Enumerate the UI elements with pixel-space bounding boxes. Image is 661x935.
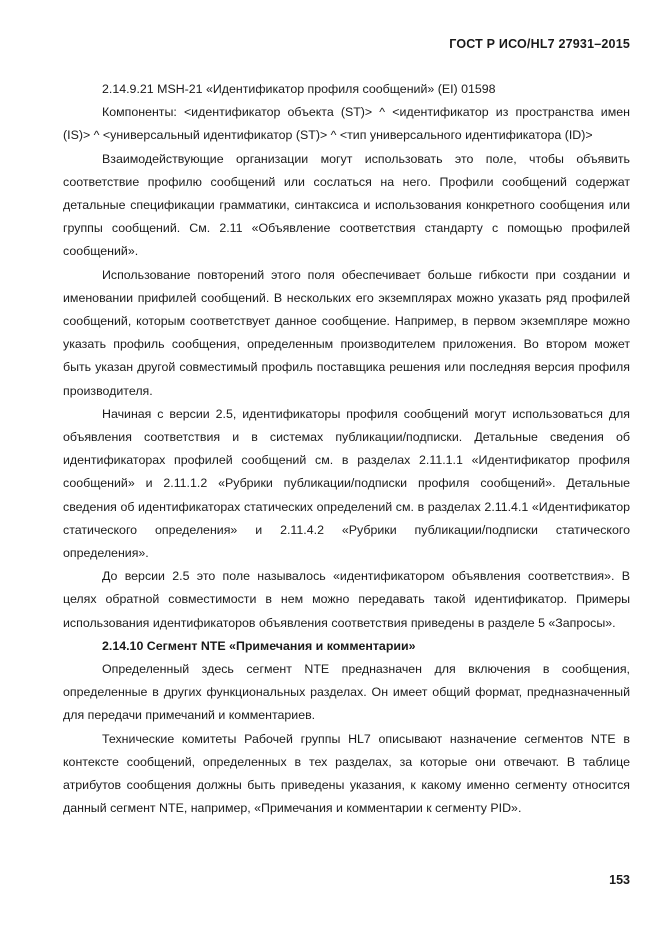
section-heading-nte: 2.14.10 Сегмент NTE «Примечания и комментарии» [102,638,416,653]
repetitions-paragraph: Использование повторений этого поля обеспечивает больше гибкости при создании и именовании прифилей сообщений. В нескольких его экземплярах можно указать ряд профилей сообщений, которым соответствует данное сообщение. Например, в первом экземпляре можно указать профиль сообщения, определенным производителем приложения. Во втором может быть указан другой совместимый профиль поставщика решения или последняя версия профиля производителя. [63,267,630,398]
components-paragraph: Компоненты: <идентификатор объекта (ST)> ^ <идентификатор из пространства имен (IS)> ^ <универсальный идентификатор (ST)> ^ <тип универсального идентификатора (ID)> [63,105,630,143]
document-body [63,78,630,821]
legacy-paragraph: До версии 2.5 это поле называлось «идентификатором объявления соответствия». В целях обратной совместимости в нем можно передавать такой идентификатор. Примеры использования идентификаторов объявления соответствия приведены в разделе 5 «Запросы». [63,569,630,630]
nte-definition-paragraph: Определенный здесь сегмент NTE предназначен для включения в сообщения, определенные в других функциональных разделах. Он имеет общий формат, предназначенный для передачи примечаний и комментариев. [63,662,630,723]
page-number: 153 [609,873,630,887]
standard-header: ГОСТ Р ИСО/HL7 27931–2015 [449,37,630,51]
version-2-5-paragraph: Начиная с версии 2.5, идентификаторы профиля сообщений могут использоваться для объявления соответствия и в системах публикации/подписки. Детальные сведения об идентификаторах профилей сообщений см. в разделах 2.11.1.1 «Идентификатор профиля сообщений» и 2.11.1.2 «Рубрики публикации/подписки профиля сообщений». Детальные сведения об идентификаторах статических определений см. в разделах 2.11.4.1 «Идентификатор статического определения» и 2.11.4.2 «Рубрики публикации/подписки статического определения». [63,406,630,561]
nte-committees-paragraph: Технические комитеты Рабочей группы HL7 описывают назначение сегментов NTE в контексте сообщений, определенных в тех разделах, за которые они отвечают. В таблице атрибутов сообщения должны быть приведены указания, к какому именно сегменту относится данный сегмент NTE, например, «Примечания и комментарии к сегменту PID». [63,731,630,816]
field-heading-msh-21: 2.14.9.21 MSH-21 «Идентификатор профиля сообщений» (EI) 01598 [102,82,496,96]
conformance-paragraph: Взаимодействующие организации могут использовать это поле, чтобы объявить соответствие профилю сообщений или сослаться на него. Профили сообщений содержат детальные спецификации грамматики, синтаксиса и использования конкретного сообщения или группы сообщений. См. 2.11 «Объявление соответствия стандарту с помощью профилей сообщений». [63,151,630,259]
